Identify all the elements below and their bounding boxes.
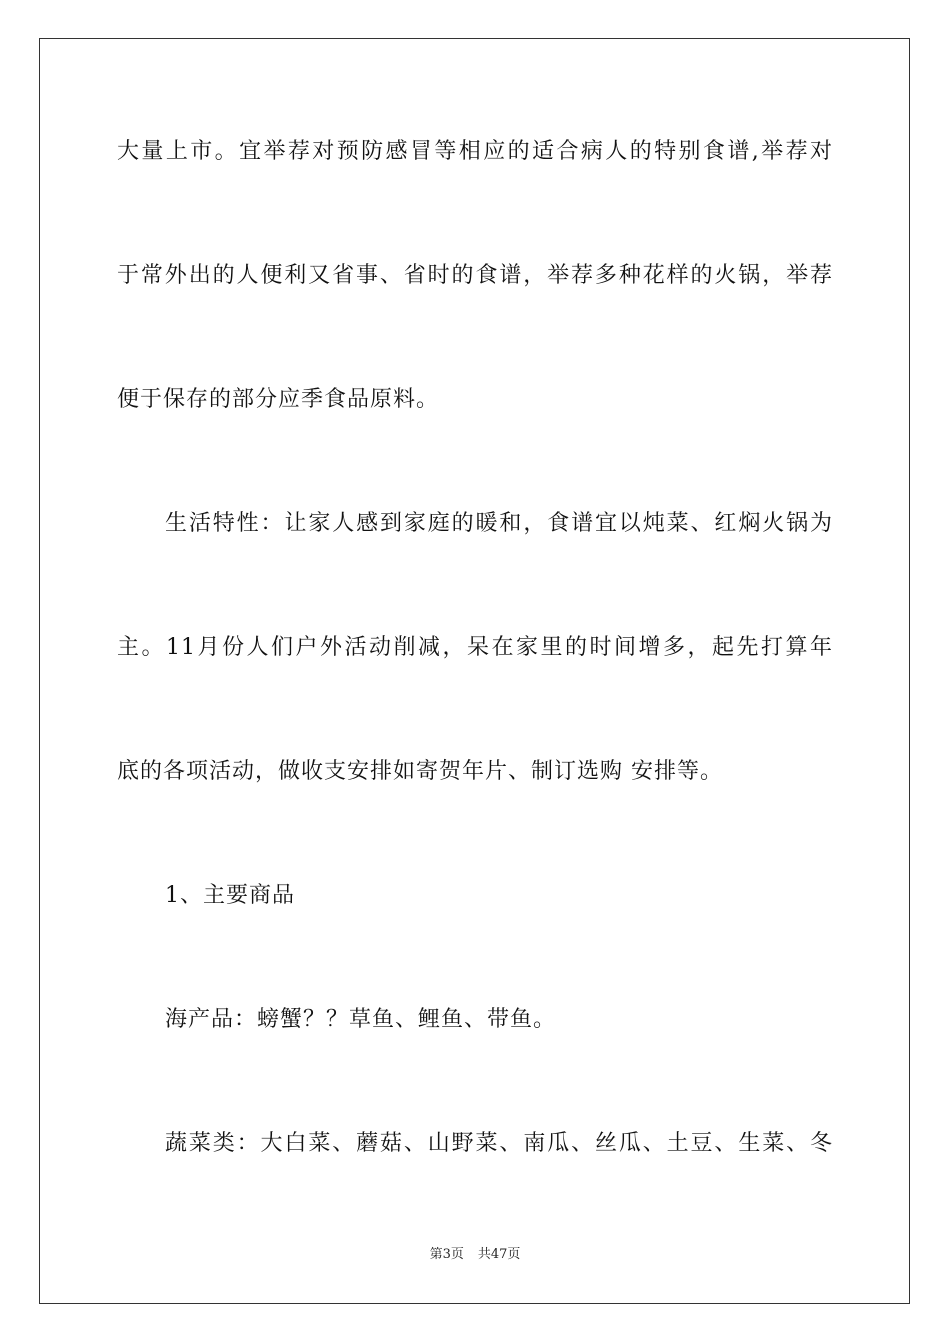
vegetable-line: 蔬菜类：大白菜、蘑菇、山野菜、南瓜、丝瓜、土豆、生菜、冬 <box>165 1131 833 1156</box>
paragraph-line-6: 底的各项活动，做收支安排如寄贺年片、制订选购 安排等。 <box>117 759 723 784</box>
page-number: 第3页 <box>429 1247 464 1262</box>
section-heading: 1、主要商品 <box>165 883 295 908</box>
page-total: 共47页 <box>477 1247 521 1262</box>
seafood-line: 海产品：螃蟹？？草鱼、鲤鱼、带鱼。 <box>165 1007 557 1032</box>
paragraph-line-4: 生活特性：让家人感到家庭的暖和，食谱宜以炖菜、红焖火锅为 <box>165 511 833 536</box>
paragraph-line-5: 主。11月份人们户外活动削减，呆在家里的时间增多，起先打算年 <box>117 635 833 660</box>
page-border <box>39 38 910 1304</box>
paragraph-line-3: 便于保存的部分应季食品原料。 <box>117 387 440 412</box>
paragraph-line-1: 大量上市。宜举荐对预防感冒等相应的适合病人的特别食谱,举荐对 <box>117 139 833 164</box>
paragraph-line-2: 于常外出的人便利又省事、省时的食谱，举荐多种花样的火锅，举荐 <box>117 263 833 288</box>
page-footer <box>0 1246 950 1264</box>
